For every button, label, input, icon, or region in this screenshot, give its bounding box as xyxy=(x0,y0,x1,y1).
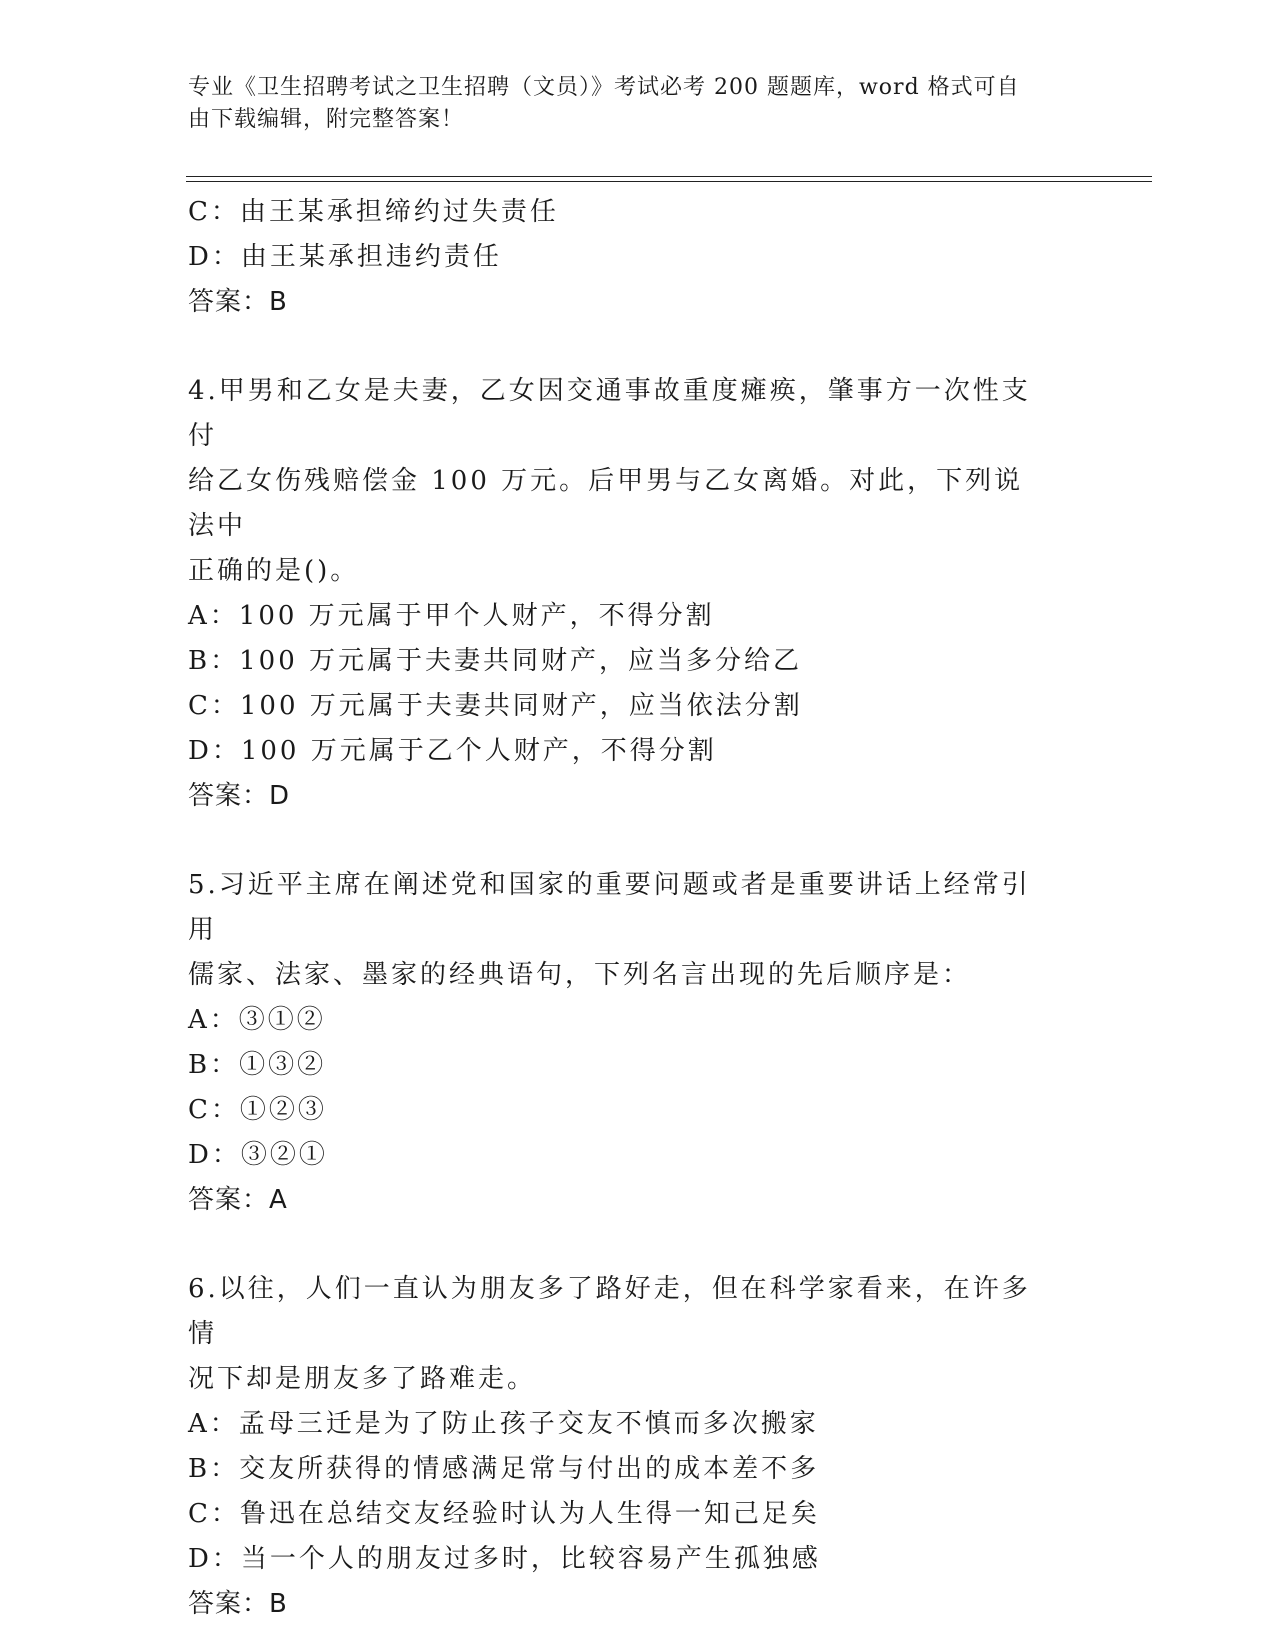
question-stem xyxy=(188,1267,1048,1402)
option-c: C：①②③ xyxy=(188,1095,327,1125)
document-header xyxy=(188,72,1068,136)
question-5 xyxy=(188,863,1068,1223)
option-a: A：③①② xyxy=(188,1005,326,1035)
question-stem xyxy=(188,863,1048,998)
question-4 xyxy=(188,369,1068,819)
carryover-question xyxy=(188,190,1068,325)
option-d: D：当一个人的朋友过多时，比较容易产生孤独感 xyxy=(188,1544,821,1574)
header-line-2: 由下载编辑，附完整答案！ xyxy=(188,107,465,132)
header-line-1: 专业《卫生招聘考试之卫生招聘（文员）》考试必考 200 题题库，word 格式可自 xyxy=(188,75,1020,100)
option-b: B：交友所获得的情感满足常与付出的成本差不多 xyxy=(188,1454,820,1484)
option-d: D：由王某承担违约责任 xyxy=(188,242,502,272)
option-d: D：③②① xyxy=(188,1140,328,1170)
option-a: A：100 万元属于甲个人财产，不得分割 xyxy=(188,601,715,631)
answer-line: 答案：A xyxy=(188,1185,288,1215)
option-b: B：100 万元属于夫妻共同财产，应当多分给乙 xyxy=(188,646,802,676)
header-divider-top xyxy=(186,176,1152,177)
question-stem xyxy=(188,369,1048,594)
answer-line: 答案：B xyxy=(188,1589,288,1619)
option-a: A：孟母三迁是为了防止孩子交友不慎而多次搬家 xyxy=(188,1409,819,1439)
answer-line: 答案：D xyxy=(188,781,291,811)
question-content xyxy=(188,190,1068,1627)
option-c: C：鲁迅在总结交友经验时认为人生得一知己足矣 xyxy=(188,1499,820,1529)
stem-line: 儒家、法家、墨家的经典语句，下列名言出现的先后顺序是： xyxy=(188,960,972,990)
stem-line: 6.以往，人们一直认为朋友多了路好走，但在科学家看来，在许多情 xyxy=(188,1274,1031,1349)
option-c: C：100 万元属于夫妻共同财产，应当依法分割 xyxy=(188,691,803,721)
option-b: B：①③② xyxy=(188,1050,327,1080)
stem-line: 4.甲男和乙女是夫妻，乙女因交通事故重度瘫痪，肇事方一次性支付 xyxy=(188,376,1031,451)
option-d: D：100 万元属于乙个人财产，不得分割 xyxy=(188,736,717,766)
option-c: C：由王某承担缔约过失责任 xyxy=(188,197,559,227)
stem-line: 5.习近平主席在阐述党和国家的重要问题或者是重要讲话上经常引用 xyxy=(188,870,1031,945)
question-6 xyxy=(188,1267,1068,1627)
header-divider-bottom xyxy=(186,181,1152,182)
stem-line: 况下却是朋友多了路难走。 xyxy=(188,1364,537,1394)
stem-line: 给乙女伤残赔偿金 100 万元。后甲男与乙女离婚。对此，下列说法中 xyxy=(188,466,1024,541)
stem-line: 正确的是()。 xyxy=(188,556,360,586)
answer-line: 答案：B xyxy=(188,287,288,317)
